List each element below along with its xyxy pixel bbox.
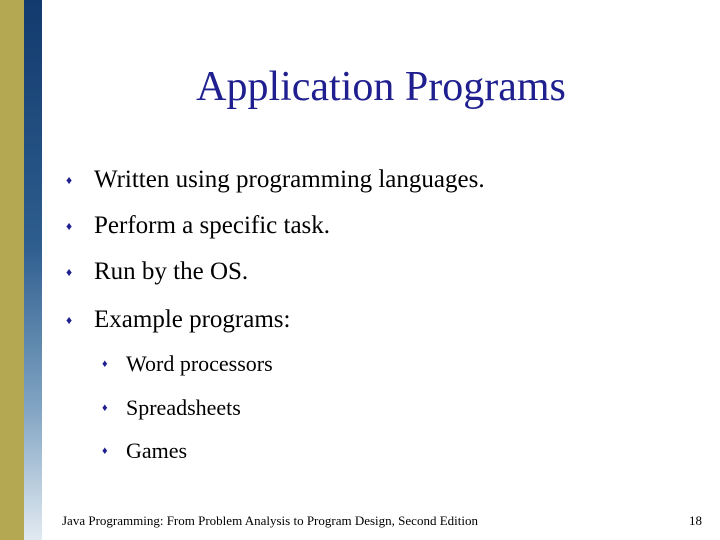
slide-footer: Java Programming: From Problem Analysis to Program Design, Second Edition <box>62 513 478 528</box>
sub-bullet-item <box>102 395 241 421</box>
slide-title: Application Programs <box>196 64 566 110</box>
diamond-bullet-icon: ♦ <box>66 313 73 327</box>
diamond-bullet-icon: ♦ <box>102 358 108 370</box>
bullet-item <box>66 257 248 287</box>
sub-bullet-text: Word processors <box>126 351 273 376</box>
sub-bullet-item <box>102 351 273 377</box>
bullet-item <box>66 305 290 335</box>
diamond-bullet-icon: ♦ <box>102 445 108 457</box>
sub-bullet-item <box>102 438 187 464</box>
bullet-text: Run by the OS. <box>94 258 249 285</box>
page-number: 18 <box>689 513 702 528</box>
diamond-bullet-icon: ♦ <box>66 265 73 279</box>
diamond-bullet-icon: ♦ <box>66 219 73 233</box>
diamond-bullet-icon: ♦ <box>102 402 108 414</box>
bullet-item <box>66 211 330 241</box>
bullet-text: Example programs: <box>94 306 291 333</box>
bullet-text: Written using programming languages. <box>94 166 485 193</box>
diamond-bullet-icon: ♦ <box>66 173 73 187</box>
sub-bullet-text: Spreadsheets <box>126 395 241 420</box>
decorative-band-gold <box>0 0 24 540</box>
bullet-item <box>66 165 485 195</box>
bullet-text: Perform a specific task. <box>94 212 331 239</box>
sub-bullet-text: Games <box>126 438 188 463</box>
decorative-band-blue <box>24 0 42 540</box>
